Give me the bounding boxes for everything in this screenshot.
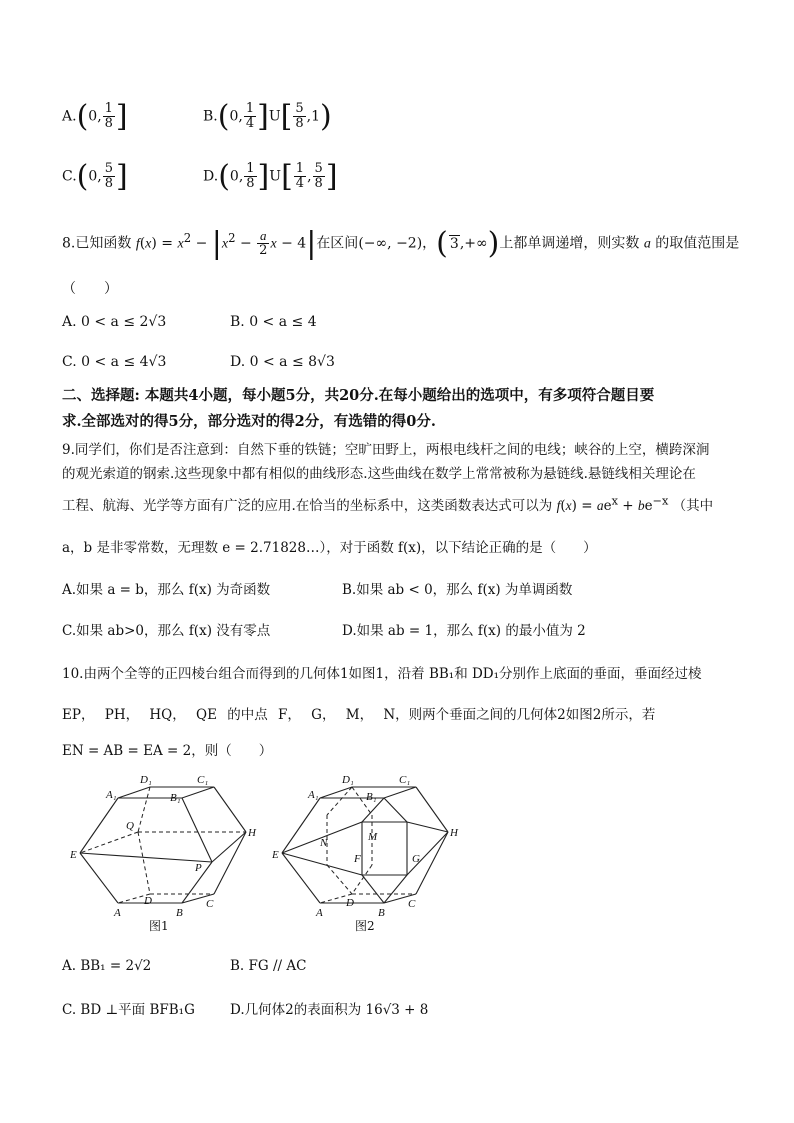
q8-option-a: A. 0 < a ≤ 2√3 <box>62 314 167 330</box>
section-2-heading-line1: 二、选择题: 本题共4小题，每小题5分，共20分.在每小题给出的选项中，有多项符合题目要 <box>62 387 655 404</box>
label-b1: B₁ <box>170 792 181 804</box>
q7-option-a: A.(0, $\frac{1}{8}$ ] <box>62 99 128 134</box>
q9-option-a: A.如果 a = b，那么 f(x) 为奇函数 <box>62 582 271 598</box>
q8-stem: 8.已知函数 $f(x) = x^2 - |x^2$ − $\frac{a}{2}$ x − 4|在区间(−∞, −2)，( 3,+∞)上都单调递增，则实数 a 的取值范围是 <box>62 226 740 261</box>
q9-line3: 工程、航海、光学等方面有广泛的应用.在恰当的坐标系中，这类函数表达式可以为 $f(x) = ae^x + be^{-x}$ （其中 <box>62 494 714 514</box>
q9-option-c: C.如果 ab>0，那么 f(x) 没有零点 <box>62 623 271 639</box>
label-q: Q <box>126 820 134 832</box>
q8-paren: （ ） <box>62 281 118 297</box>
q8-option-d: D. 0 < a ≤ 8√3 <box>230 354 335 370</box>
q10-option-d: D.几何体2的表面积为 16√3 + 8 <box>230 1002 429 1018</box>
label-n: N <box>320 837 328 849</box>
q9-option-d: D.如果 ab = 1，那么 f(x) 的最小值为 2 <box>342 623 586 639</box>
q9-line2: 的观光索道的钢索.这些现象中都有相似的曲线形态.这些曲线在数学上常常被称为悬链线.悬链线相关理论在 <box>62 466 696 482</box>
q10-line1: 10.由两个全等的正四棱台组合而得到的几何体1如图1，沿着 BB₁和 DD₁分别作上底面的垂面，垂面经过棱 <box>62 666 702 682</box>
label-e: E <box>272 849 279 861</box>
label-g: G <box>412 853 420 865</box>
q9-option-b: B.如果 ab < 0，那么 f(x) 为单调函数 <box>342 582 573 598</box>
label-c: C <box>206 898 214 910</box>
q10-option-b: B. FG // AC <box>230 958 307 974</box>
label-h: H <box>248 827 256 839</box>
label-c1: C₁ <box>197 774 209 786</box>
label-f: F <box>354 853 361 865</box>
section-2-heading-line2: 求.全部选对的得5分，部分选对的得2分，有选错的得0分. <box>62 413 436 430</box>
q7-option-d: D.(0, $\frac{1}{8}$ ]U[ $\frac{1}{4}$ , $\frac{5}{8}$ ] <box>203 159 338 194</box>
label-e: E <box>70 849 77 861</box>
figure-2-caption: 图2 <box>355 919 375 933</box>
label-b: B <box>176 907 183 919</box>
figure-1-diagram <box>70 770 270 935</box>
figure-1-caption: 图1 <box>149 919 169 933</box>
label-p: P <box>195 862 202 874</box>
q10-option-c: C. BD ⊥平面 BFB₁G <box>62 1002 195 1018</box>
label-a1: A₁ <box>308 789 319 801</box>
label-a1: A₁ <box>106 789 117 801</box>
q9-line1: 9.同学们，你们是否注意到：自然下垂的铁链；空旷田野上，两根电线杆之间的电线；峡谷的上空，横跨深涧 <box>62 442 710 458</box>
label-d1: D₁ <box>140 774 152 786</box>
label-b: B <box>378 907 385 919</box>
q10-line2: EP， PH， HQ， QE 的中点 F， G， M， N，则两个垂面之间的几何体2如图2所示，若 <box>62 707 656 723</box>
q7-option-c: C.(0, $\frac{5}{8}$ ] <box>62 159 128 194</box>
figure-2-diagram <box>272 770 472 935</box>
label-d1: D₁ <box>342 774 354 786</box>
q10-option-a: A. BB₁ = 2√2 <box>62 958 152 974</box>
option-label: D. <box>203 168 219 185</box>
label-c1: C₁ <box>399 774 411 786</box>
label-a: A <box>114 907 121 919</box>
q9-line4: a，b 是非零常数，无理数 e = 2.71828…），对于函数 f(x)，以下结论正确的是（ ） <box>62 540 597 556</box>
option-label: B. <box>203 108 218 125</box>
option-label: A. <box>62 108 77 125</box>
q8-option-b: B. 0 < a ≤ 4 <box>230 314 317 330</box>
q10-line3: EN = AB = EA = 2，则（ ） <box>62 743 273 759</box>
label-c: C <box>408 898 416 910</box>
label-m: M <box>368 831 378 843</box>
option-label: C. <box>62 168 77 185</box>
q7-option-b: B.(0, $\frac{1}{4}$ ]U[ $\frac{5}{8}$ ,1) <box>203 99 332 134</box>
label-d: D <box>346 897 354 909</box>
q8-option-c: C. 0 < a ≤ 4√3 <box>62 354 167 370</box>
label-h: H <box>450 827 458 839</box>
label-d: D <box>144 895 152 907</box>
label-b1: B₁ <box>366 791 377 803</box>
label-a: A <box>316 907 323 919</box>
